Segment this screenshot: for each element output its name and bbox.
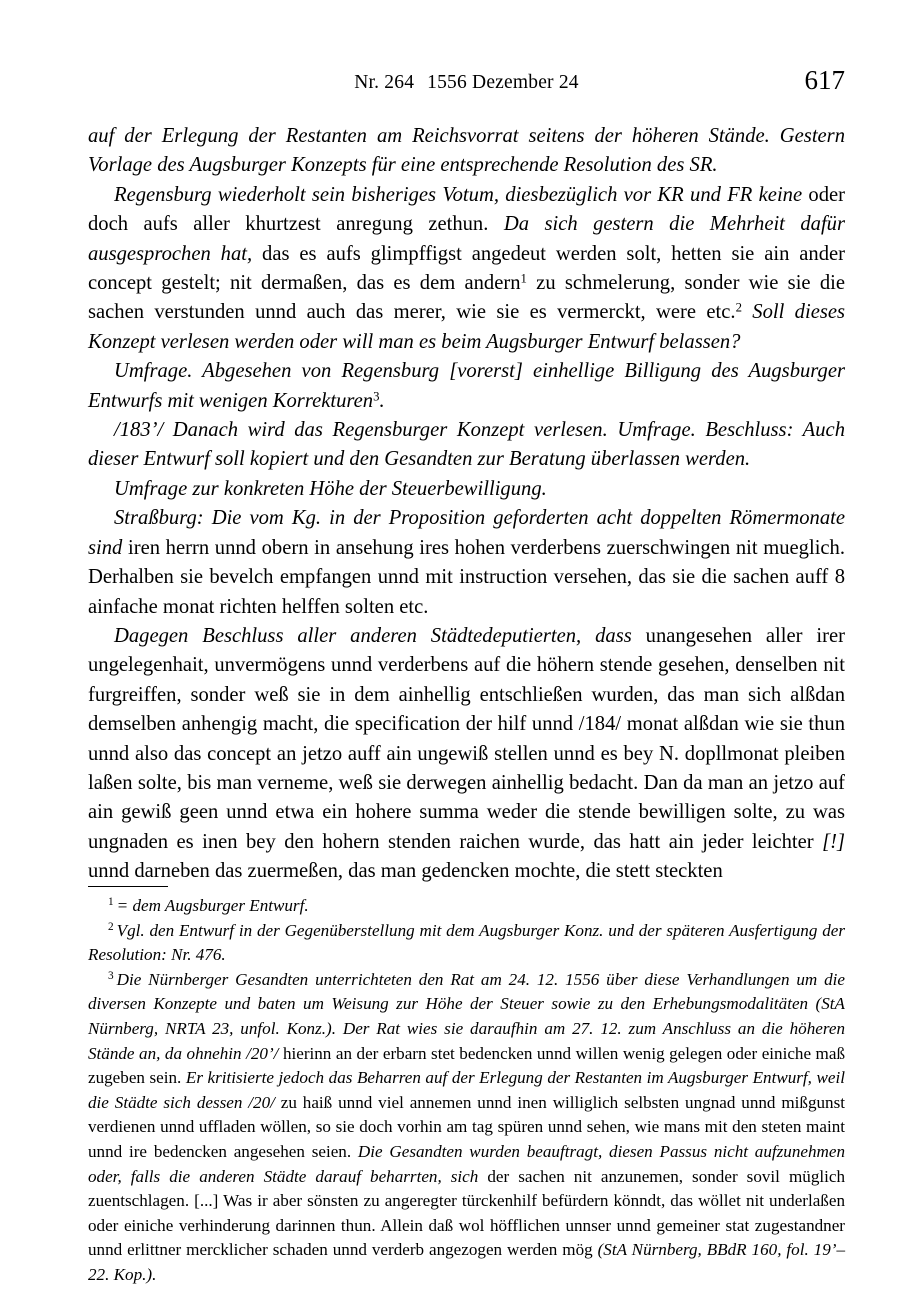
body-text-block <box>88 122 845 887</box>
text-run-roman: zu schmelerung, sonder wie sie die sachen verstunden unnd auch das merer, wie sie es vermerckt, were etc. <box>88 272 845 324</box>
paragraph <box>88 504 845 622</box>
running-head-date: 1556 Dezember 24 <box>427 72 579 93</box>
text-run-roman: das es aufs glimpffigst angedeut werden solt, hetten sie ain ander concept gestelt; nit dermaßen, das es dem andern <box>88 242 845 295</box>
text-run-italic: . <box>379 389 385 412</box>
text-run-italic: Umfrage zur konkreten Höhe der Steuerbewilligung. <box>114 477 547 500</box>
paragraph <box>88 416 845 475</box>
text-run-italic: Soll dieses Konzept verlesen werden oder will man es beim Augsburger Entwurf belassen? <box>88 301 846 353</box>
text-run-roman: hierinn an der erbarn stet bedencken unnd willen wenig gelegen oder einiche maß zugeben sein. <box>88 1043 845 1088</box>
text-run-italic: = dem Augsburger Entwurf. <box>116 896 309 915</box>
text-run-italic: Straßburg: Die vom Kg. in der Proposition geforderten acht doppelten Römermonate sind <box>88 507 845 559</box>
text-run-italic: Die Gesandten wurden beauftragt, diesen Passus nicht aufzunehmen oder, falls die anderen Städte darauf beharrten, sich <box>88 1141 846 1186</box>
text-run-italic: Umfrage. Abgesehen von Regensburg [vorerst] einhellige Billigung des Augsburger Entwurfs mit wenigen Korrekturen <box>88 360 845 412</box>
paragraph <box>88 181 845 357</box>
text-run-roman: unnd darneben das zuermeßen, das man gedencken mochte, die stett steckten <box>88 860 723 883</box>
footnote-number: 3 <box>108 970 114 983</box>
running-head-center <box>354 72 578 94</box>
text-run-roman: unangesehen aller irer ungelegenhait, unvermögens unnd verderbens auf die höhern stende gesehen, denselben nit furgreiffen, sonder weß sie in dem ainhellig entschließen wurden, das man sich alßdan demselben anhengig macht, die specification der hilf unnd /184/ monat alßdan wie sie thun unnd also das concept an jetzo auff ain ungewiß stellen unnd es bey N. dopllmonat pleiben laßen solte, bis man verneme, weß sie derwegen ainhellig bedacht. Dan da man an jetzo auf ain gewiß geen unnd etwa ein hohere summa weder die stende bewilligen solte, zu was ungnaden es inen bey den hohern stenden raichen wurde, das hatt ain jeder leichter <box>88 624 845 853</box>
text-run-roman: oder doch aufs aller khurtzest anregung zethun. <box>88 183 845 236</box>
footnote-reference-marker: 2 <box>735 300 742 315</box>
text-run-italic: auf der Erlegung der Restanten am Reichsvorrat seitens der höheren Stände. Gestern Vorlage des Augsburger Konzepts für eine entsprechende Resolution des SR. <box>88 125 845 177</box>
text-run-roman: iren herrn unnd obern in ansehung ires hohen verderbens zuerschwingen nit mueglich. Derhalben sie bevelch empfangen unnd mit instruction versehen, das sie die sachen auff 8 ainfache monat richten helffen solten etc. <box>88 536 845 618</box>
text-run-italic: Da sich gestern die Mehrheit dafür ausgesprochen hat, <box>88 213 845 265</box>
footnote-number: 1 <box>108 896 114 909</box>
paragraph <box>88 122 845 181</box>
footnote-reference-marker: 1 <box>520 271 527 286</box>
footnote-reference-marker: 3 <box>373 389 380 404</box>
text-run-italic: /183’/ Danach wird das Regensburger Konzept verlesen. Umfrage. Beschluss: Auch dieser Entwurf soll kopiert und den Gesandten zur Beratung überlassen werden. <box>88 419 845 471</box>
text-run-italic: Er kritisierte jedoch das Beharren auf der Erlegung der Restanten im Augsburger Entwurf, weil die Städte sich dessen /20/ <box>88 1068 845 1112</box>
footnote-number: 2 <box>108 920 114 933</box>
footnote-item <box>88 894 845 919</box>
footnote-separator-rule <box>88 886 168 887</box>
text-run-italic: [!] <box>822 830 845 853</box>
text-run-italic: Vgl. den Entwurf in der Gegenüberstellung mit dem Augsburger Konz. und der späteren Ausfertigung der Resolution: Nr. 476. <box>88 920 845 965</box>
page-number: 617 <box>804 65 845 95</box>
text-run-italic: Dagegen Beschluss aller anderen Städtedeputierten, dass <box>114 624 646 647</box>
footnote-item <box>88 919 845 968</box>
paragraph <box>88 475 845 504</box>
running-head-number: Nr. 264 <box>354 72 415 93</box>
text-run-italic: Regensburg wiederholt sein bisheriges Votum, diesbezüglich vor KR und FR keine <box>114 183 809 206</box>
text-run-roman: der sachen nit anzunemen, sonder sovil müglich zuentschlagen. [...] Was ir aber sönsten zu angeregter türckenhilf befürdern könndt, das wöllet nit underlaßen oder einiche verhinderung darinnen thun. Allein daß wol höfflichen unnser unnd gemeiner stat zugestandner unnd erlittner mercklicher schaden unnd verderb angezogen werden mög <box>88 1166 845 1260</box>
footnote-item <box>88 968 845 1288</box>
text-run-roman: zu haiß unnd viel annemen unnd inen williglich selbsten ungnad unnd mißgunst verdienen unnd uffladen wöllen, so sie doch vorhin am tag spüren unnd sehen, wie mans mit den steten maint unnd ire bedencken angesehen seien. <box>88 1092 845 1161</box>
footnote-list <box>88 894 845 1288</box>
text-run-italic: (StA Nürnberg, BBdR 160, fol. 19’–22. Kop.). <box>88 1240 845 1284</box>
text-run-italic: Die Nürnberger Gesandten unterrichteten den Rat am 24. 12. 1556 über diese Verhandlungen um die diversen Konzepte und baten um Weisung zur Höhe der Steuer sowie zu den Erhebungsmodalitäten (StA Nürnberg, NRTA 23, unfol. Konz.). Der Rat wies sie daraufhin am 27. 12. zum Anschluss an die höheren Stände an, da ohnehin /20’/ <box>88 969 845 1063</box>
running-head <box>88 65 845 106</box>
paragraph <box>88 357 845 416</box>
paragraph <box>88 622 845 887</box>
footnotes-block <box>88 886 845 1288</box>
